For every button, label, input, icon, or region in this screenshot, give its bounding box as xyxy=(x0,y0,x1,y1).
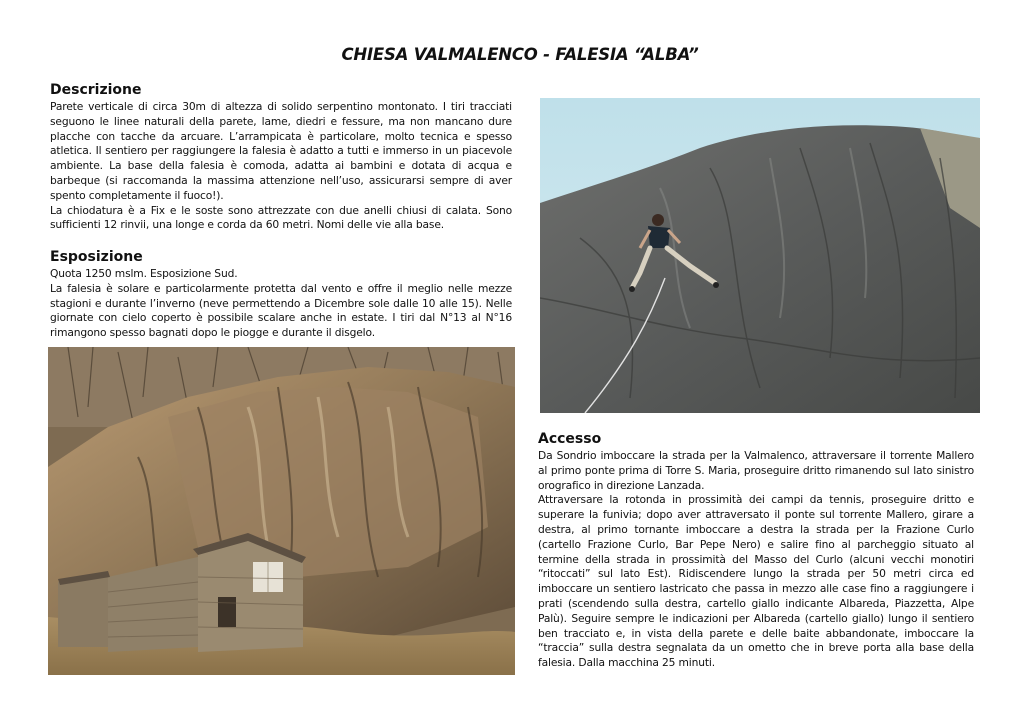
heading-descrizione: Descrizione xyxy=(50,82,142,98)
heading-esposizione: Esposizione xyxy=(50,249,143,265)
section-esposizione xyxy=(50,249,512,341)
crag-photo xyxy=(48,347,515,675)
section-descrizione xyxy=(50,82,512,233)
esposizione-paragraph-1: Quota 1250 mslm. Esposizione Sud. xyxy=(50,267,238,280)
descrizione-paragraph-2: La chiodatura è a Fix e le soste sono attrezzate con due anelli chiusi di calata. Sono sufficienti 12 rinvii, una longe e corda da 60 metri. Nomi delle vie alla base. xyxy=(50,203,512,232)
heading-accesso: Accesso xyxy=(538,431,602,447)
descrizione-paragraph-1: Parete verticale di circa 30m di altezza di solido serpentino montonato. I tiri tracciati seguono le linee naturali della parete, lame, diedri e fessure, ma non mancano dure placche con tacche da arcuare. L’arrampicata è particolare, molto tecnica e spesso atletica. Il sentiero per raggiungere la falesia è adatto a tutti e immerso in un piacevole ambiente. La base della falesia è comoda, adatta ai bambini e dotata di acqua e barbeque (si raccomanda la massima attenzione nell’uso, assicurarsi sempre di aver spento completamente il fuoco!). xyxy=(50,100,512,202)
page-title: CHIESA VALMALENCO - FALESIA “ALBA” xyxy=(341,45,699,64)
climber-photo xyxy=(540,98,980,413)
accesso-paragraph-2: Attraversare la rotonda in prossimità dei campi da tennis, proseguire dritto e superare la funivia; dopo aver attraversato il ponte sul torrente Mallero, girare a destra, al primo tornante imboccare a destra la strada per la Frazione Curlo (cartello Frazione Curlo, Bar Pepe Nero) e salire fino al parcheggio situato al termine della strada in prossimità del Masso del Curlo (alcuni vecchi monotiri “ritoccati” sul lato Est). Ridiscendere lungo la strada per 50 metri circa ed imboccare un sentiero lastricato che passa in mezzo alle case fino a raggiungere i prati (scendendo sulla destra, cartello giallo indicante Albareda, Piazzetta, Alpe Palù). Seguire sempre le indicazioni per Albareda (cartello giallo) lungo il sentiero ben tracciato e, in vista della parete e delle baite abbandonate, imboccare la “traccia” sulla destra segnalata da un ometto che in breve porta alla base della falesia. Dalla macchina 25 minuti. xyxy=(538,493,974,670)
section-accesso xyxy=(538,431,974,671)
accesso-paragraph-1: Da Sondrio imboccare la strada per la Valmalenco, attraversare il torrente Mallero al primo ponte prima di Torre S. Maria, proseguire dritto rimanendo sul lato sinistro orografico in direzione Lanzada. xyxy=(538,449,974,492)
esposizione-paragraph-2: La falesia è solare e particolarmente protetta dal vento e offre il meglio nelle mezze stagioni e durante l’inverno (neve permettendo a Dicembre sole dalle 10 alle 15). Nelle giornate con cielo coperto è possibile scalare anche in estate. I tiri dal N°13 al N°16 rimangono spesso bagnati dopo le piogge e durante il disgelo. xyxy=(50,281,512,340)
